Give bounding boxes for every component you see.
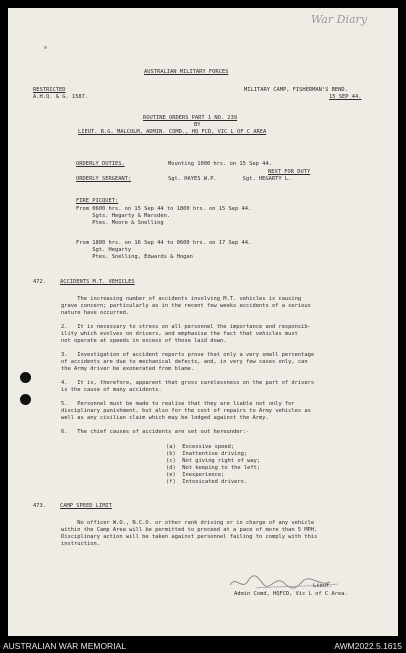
orders-by: BY: [194, 122, 201, 128]
body-line: grave concern; particularly as in the recent few weeks accidents of a serious: [61, 303, 311, 309]
signature-appointment: Admin Comd, HQFCD, Vic L of C Area.: [234, 591, 348, 597]
archive-footer: [0, 640, 406, 653]
section-number: 473.: [33, 503, 46, 509]
staple-mark: [44, 46, 47, 49]
document-page: [8, 8, 398, 636]
cause-item: (a) Excessive speed;: [166, 444, 235, 450]
body-line: well as any civilian claim which may be lodged against the Army.: [61, 415, 269, 421]
cause-item: (e) Inexperience;: [166, 472, 225, 478]
body-line: 5. Personnel must be made to realise that they are liable not only for: [61, 401, 295, 407]
body-line: within the Camp Area will be permitted to proceed at a pace of more than 5 MPH.: [61, 527, 318, 533]
orders-author: LIEUT. R.G. MALCOLM, ADMIN. COMD., HQ FCD, VIC L OF C AREA: [78, 129, 267, 135]
body-line: nature have occurred.: [61, 310, 130, 316]
body-line: No officer W.O., N.C.O. or other rank driving or in charge of any vehicle: [61, 520, 315, 526]
section-title: ACCIDENTS M.T. VEHICLES: [60, 279, 135, 285]
orderly-duties-text: Mounting 1000 hrs. on 15 Sep 44.: [168, 161, 272, 167]
body-line: instruction.: [61, 541, 100, 547]
orders-title: ROUTINE ORDERS PART 1 NO. 239: [143, 115, 238, 121]
classification: RESTRICTED: [33, 87, 66, 93]
body-line: 6. The chief causes of accidents are set out hereunder:-: [61, 429, 250, 435]
footer-accession-number: AWM2022.5.1615: [334, 641, 402, 651]
body-line: ility which evolves on drivers, and emphasise the fact that vehicles must: [61, 331, 298, 337]
punch-hole-bottom: [20, 394, 31, 405]
reference: A.H.Q. & G. 1587.: [33, 94, 89, 100]
body-line: of accidents are due to mechanical defects, and, in very few cases only, can: [61, 359, 308, 365]
cause-item: (d) Not keeping to the left;: [166, 465, 261, 471]
fire-picquet-line: Ptes. Moore & Snelling: [76, 220, 164, 226]
body-line: Disciplinary action will be taken against personnel failing to comply with this: [61, 534, 318, 540]
cause-item: (b) Inattentive driving;: [166, 451, 248, 457]
organisation-title: AUSTRALIAN MILITARY FORCES: [144, 69, 229, 75]
fire-picquet-line: From 0600 hrs. on 15 Sep 44 to 1800 hrs. on 15 Sep 44.: [76, 206, 252, 212]
signature-rank: Lieut.: [313, 583, 333, 589]
fire-picquet-label: FIRE PICQUET:: [76, 198, 119, 204]
fire-picquet-line: Ptes. Snelling, Edwards & Hogan: [76, 254, 193, 260]
handwritten-note: War Diary: [311, 13, 368, 26]
fire-picquet-line: From 1800 hrs. on 16 Sep 44 to 0600 hrs. on 17 Sep 44.: [76, 240, 252, 246]
footer-institution: AUSTRALIAN WAR MEMORIAL: [3, 641, 126, 651]
orderly-sergeant-names: Sgt. HAYES W.P. Sgt. HEGARTY L.: [168, 176, 292, 182]
fire-picquet-line: Sgt. Hegarty: [76, 247, 132, 253]
orderly-duties-label: ORDERLY DUTIES.: [76, 161, 125, 167]
section-title: CAMP SPEED LIMIT: [60, 503, 112, 509]
body-line: the Army driver be exonerated from blame.: [61, 366, 195, 372]
body-line: not operate at speeds in excess of those laid down.: [61, 338, 227, 344]
cause-item: (f) Intoxicated drivers.: [166, 479, 248, 485]
cause-item: (c) Not giving right of way;: [166, 458, 261, 464]
fire-picquet-line: Sgts. Hegarty & Marsden.: [76, 213, 171, 219]
next-for-duty-label: NEXT FOR DUTY: [268, 169, 311, 175]
date: 15 SEP 44.: [329, 94, 362, 100]
location: MILITARY CAMP, FISHERMAN'S BEND.: [244, 87, 348, 93]
section-number: 472.: [33, 279, 46, 285]
body-line: disciplinary punishment, but also for the cost of repairs to Army vehicles as: [61, 408, 311, 414]
body-line: 2. It is necessary to stress on all personnel the importance and responsib-: [61, 324, 311, 330]
orderly-sergeant-label: ORDERLY SERGEANT:: [76, 176, 132, 182]
body-line: is the cause of many accidents.: [61, 387, 162, 393]
body-line: The increasing number of accidents involving M.T. vehicles is causing: [61, 296, 302, 302]
punch-hole-top: [20, 372, 31, 383]
body-line: 3. Investigation of accident reports prove that only a very small percentage: [61, 352, 315, 358]
body-line: 4. It is, therefore, apparent that gross carelessness on the part of drivers: [61, 380, 315, 386]
